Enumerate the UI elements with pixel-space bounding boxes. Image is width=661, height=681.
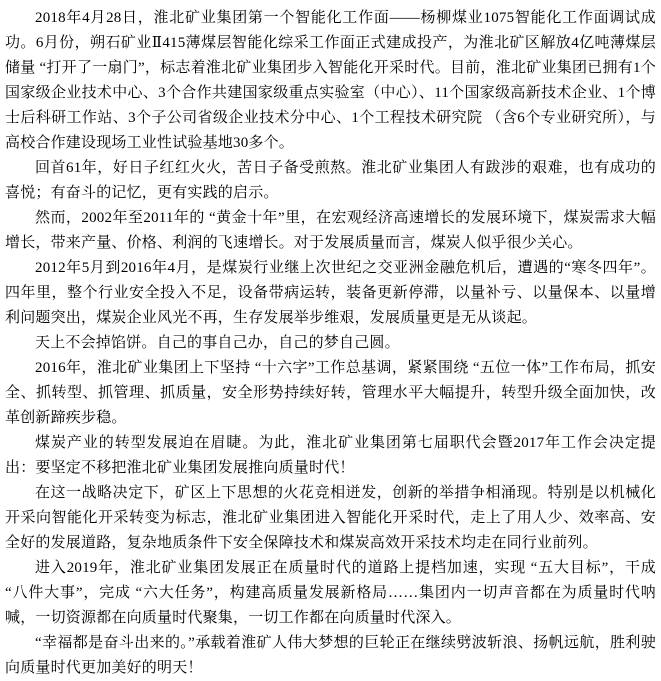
paragraph-intelligent-mining: 2018年4月28日，淮北矿业集团第一个智能化工作面——杨柳煤业1075智能化工作面调试成功。6月份，朔石矿业Ⅱ415薄煤层智能化综采工作面正式建成投产，为淮北矿区解放4亿吨薄煤层储量 “打开了一扇门”，标志着淮北矿业集团步入智能化开采时代。目前，淮北矿业集团已拥有1个国家级企业技术中心、3个合作共建国家级重点实验室（中心）、11个国家级高新技术企业、1个博士后科研工作站、3个子公司省级企业技术分中心、1个工程技术研究院 （含6个专业研究所），与高校合作建设现场工业性试验基地30多个。	[5, 10, 656, 151]
paragraph-cold-winter-four-years: 2012年5月到2016年4月，是煤炭行业继上次世纪之交亚洲金融危机后，遭遇的“寒冬四年”。四年里，整个行业安全投入不足，设备带病运转，装备更新停滞，以量补亏、以量保本、以量增利问题突出，煤炭企业风光不再，生存发展举步维艰，发展质量更是无从谈起。	[5, 260, 656, 326]
paragraph-golden-decade: 然而，2002年至2011年的 “黄金十年”里，在宏观经济高速增长的发展环境下，煤炭需求大幅增长，带来产量、价格、利润的飞速增长。对于发展质量而言，煤炭人似乎很少关心。	[5, 210, 656, 251]
paragraph-2016-work-keynote: 2016年，淮北矿业集团上下坚持 “十六字”工作总基调，紧紧围绕 “五位一体”工作布局，抓安全、抓转型、抓管理、抓质量，安全形势持续好转，管理水平大幅提升，转型升级全面加快，改革创新蹄疾步稳。	[5, 360, 656, 426]
paragraph-strategic-decision: 在这一战略决定下，矿区上下思想的火花竞相迸发，创新的举措争相涌现。特别是以机械化开采向智能化开采转变为标志，淮北矿业集团进入智能化开采时代，走上了用人少、效率高、安全好的发展道路，复杂地质条件下安全保障技术和煤炭高效开采技术均走在同行业前列。	[5, 485, 656, 551]
paragraph-happiness-through-struggle: “幸福都是奋斗出来的。”承载着淮矿人伟大梦想的巨轮正在继续劈波斩浪、扬帆远航，胜利驶向质量时代更加美好的明天！	[5, 635, 656, 676]
paragraph-looking-back-61-years: 回首61年，好日子红红火火，苦日子备受煎熬。淮北矿业集团人有跋涉的艰难，也有成功的喜悦；有奋斗的记忆，更有实践的启示。	[5, 160, 656, 201]
paragraph-no-free-lunch: 天上不会掉馅饼。自己的事自己办，自己的梦自己圆。	[35, 335, 400, 351]
paragraph-transformation-urgent: 煤炭产业的转型发展迫在眉睫。为此，淮北矿业集团第七届职代会暨2017年工作会决定提出：要坚定不移把淮北矿业集团发展推向质量时代！	[5, 435, 656, 476]
paragraph-entering-2019: 进入2019年，淮北矿业集团发展正在质量时代的道路上提档加速，实现 “五大目标”，干成 “八件大事”，完成 “六大任务”，构建高质量发展新格局……集团内一切声音都在为质量时代呐喊，一切资源都在向质量时代聚集，一切工作都在向质量时代深入。	[5, 560, 656, 626]
